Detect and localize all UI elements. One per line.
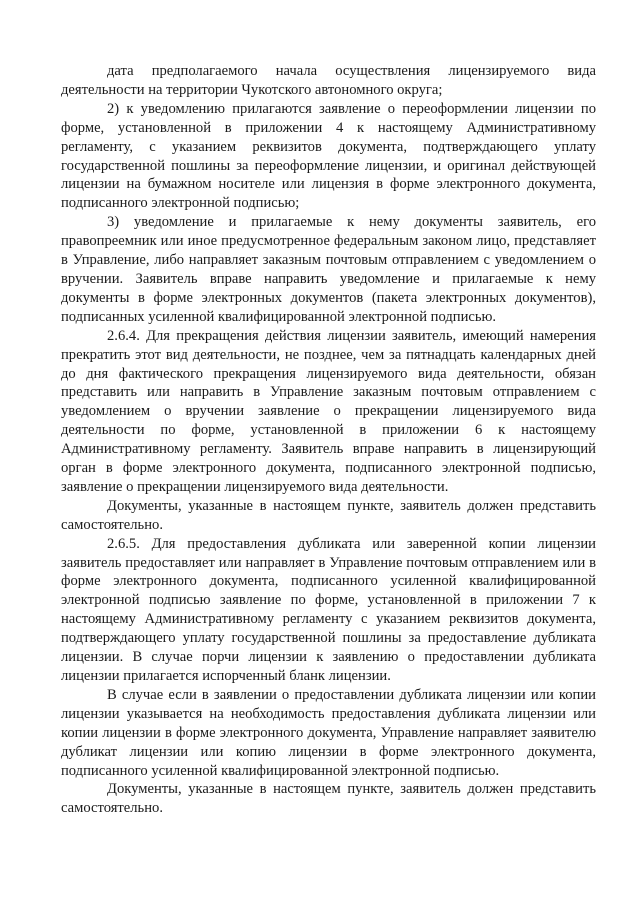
paragraph-3: 3) уведомление и прилагаемые к нему документы заявитель, его правопреемник или иное предусмотренное федеральным законом лицо, представляет в Управление, либо направляет заказным почтовым отправлением с уведомлением о вручении. Заявитель вправе направить уведомление и прилагаемые к нему документы в форме электронных документов (пакета электронных документов), подписанных усиленной квалифицированной электронной подписью. (61, 214, 596, 325)
paragraph-5: Документы, указанные в настоящем пункте, заявитель должен представить самостоятельно. (61, 497, 596, 533)
paragraph-2: 2) к уведомлению прилагаются заявление о переоформлении лицензии по форме, установленной в приложении 4 к настоящему Административному регламенту, с указанием реквизитов документа, подтверждающего уплату государственной пошлины за переоформление лицензии, и оригинал действующей лицензии на бумажном носителе или лицензия в форме электронного документа, подписанного электронной подписью; (61, 100, 596, 212)
paragraph-1: дата предполагаемого начала осуществления лицензируемого вида деятельности на территории Чукотского автономного округа; (61, 63, 596, 98)
paragraph-8: Документы, указанные в настоящем пункте, заявитель должен представить самостоятельно. (61, 781, 596, 817)
document-page (61, 62, 596, 818)
paragraph-4: 2.6.4. Для прекращения действия лицензии заявитель, имеющий намерения прекратить этот вид деятельности, не позднее, чем за пятнадцать календарных дней до дня фактического прекращения лицензируемого вида деятельности, обязан представить или направить в Управление заказным почтовым отправлением с уведомлением о вручении заявление о прекращении лицензируемого вида деятельности по форме, установленной в приложении 6 к настоящему Административному регламенту. Заявитель вправе направить в лицензирующий орган в форме электронного документа, подписанного электронной подписью, заявление о прекращении лицензируемого вида деятельности. (61, 327, 596, 495)
paragraph-6: 2.6.5. Для предоставления дубликата или заверенной копии лицензии заявитель предоставляет или направляет в Управление почтовым отправлением или в форме электронного документа, подписанного усиленной квалифицированной электронной подписью заявление по форме, установленной в приложении 7 к настоящему Административному регламенту с указанием реквизитов документа, подтверждающего уплату государственной пошлины за предоставление дубликата лицензии. В случае порчи лицензии к заявлению о предоставлении дубликата лицензии прилагается испорченный бланк лицензии. (61, 535, 596, 684)
paragraph-7: В случае если в заявлении о предоставлении дубликата лицензии или копии лицензии указывается на необходимость предоставления дубликата лицензии или копии лицензии в форме электронного документа, Управление направляет заявителю дубликат лицензии или копию лицензии в форме электронного документа, подписанного усиленной квалифицированной электронной подписью. (61, 686, 596, 779)
